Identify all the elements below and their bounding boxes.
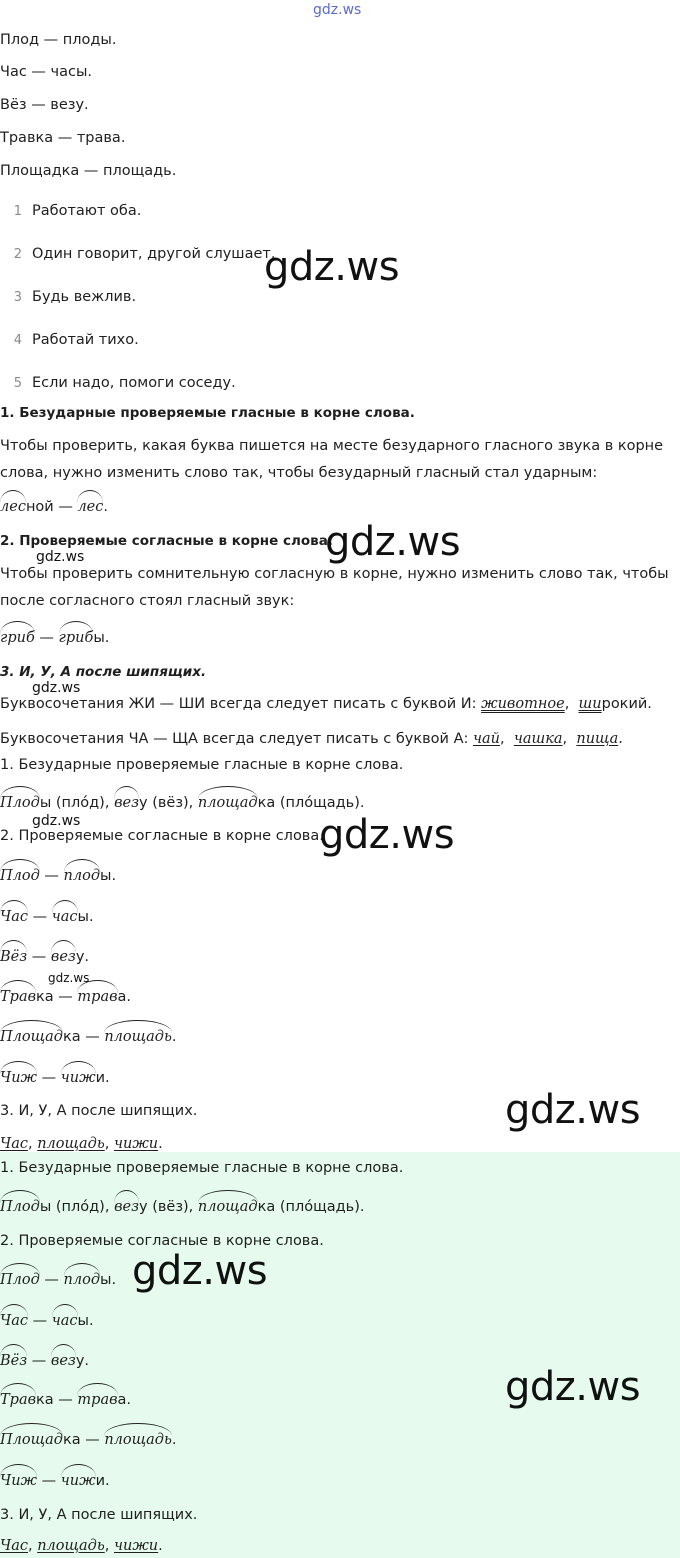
word-root: вез [114,1199,139,1215]
word-root: гриб [58,630,94,646]
word-root: Трав [0,989,37,1005]
list-text: Один говорит, другой слушает. [32,246,276,262]
word-rest: у (вёз), [139,795,198,811]
watermark: gdz.ws [48,971,90,985]
rule-paragraph-3b: Буквосочетания ЧА — ЩА всегда следует писать с буквой А: чай, чашка, пища. [0,731,623,747]
list-text: Будь вежлив. [32,289,137,305]
word-rest: ка [36,1392,54,1408]
word-rest: и. [95,1473,110,1489]
rule-paragraph-1: Чтобы проверить, какая буква пишется на месте безударного гласного звука в корне слова, нужно изменить слово так, чтобы безударный гласный стал ударным: [0,438,664,481]
rule-heading-3: 3. И, У, А после шипящих. [0,664,207,680]
rule-text: Буквосочетания ЖИ — ШИ всегда следует писать с буквой И: [0,696,482,712]
word-root: лес [77,499,104,515]
dash: — [58,499,73,515]
list-item [0,244,275,265]
word-rest: ка [62,1029,81,1045]
word-rest: у (вёз), [139,1199,198,1215]
watermark: gdz.ws [319,812,455,858]
dash: — [39,630,54,646]
word-root: Плод [0,868,40,884]
watermark: gdz.ws [325,519,461,565]
word-root: час [51,909,78,925]
word-ending: ы. [93,630,110,646]
word-root: Вёз [0,1353,28,1369]
word-root: площадь [104,1029,172,1045]
word-rest: ы. [100,868,117,884]
answer-pair: Плод — плоды. [0,868,117,884]
word-root: плод [63,868,101,884]
answer-heading-2: 2. Проверяемые согласные в корне слова. [0,828,324,844]
word-root: чиж [60,1473,96,1489]
word-rest: ка [62,1432,81,1448]
word-root: лес [0,499,26,515]
word-rest: и. [95,1070,110,1086]
watermark-top: gdz.ws [313,2,362,18]
separator: , [104,1136,114,1152]
word-root: вез [50,1353,76,1369]
word-rest: ы. [77,1313,94,1329]
watermark: gdz.ws [132,1248,268,1294]
example-word: чижи [113,1538,159,1554]
word-rest: у. [75,1353,90,1369]
word-ending: ной [25,499,54,515]
terminator: . [158,1136,163,1152]
word-root: Площад [0,1432,63,1448]
watermark: gdz.ws [505,1087,641,1133]
list-item [0,330,139,351]
separator: , [27,1136,38,1152]
example-word: Час [0,1538,28,1554]
word-root: Плод [0,795,40,811]
word-root: площадь [104,1432,172,1448]
word-rest: ка (плóщадь). [257,795,365,811]
list-number: 5 [13,376,22,391]
root-text: гриб [0,630,35,646]
word-root: Плод [0,1272,40,1288]
word-root: Чиж [0,1070,38,1086]
rule-example-2 [0,628,109,648]
example-word: площадь [37,1136,105,1152]
word-rest: . [171,1029,177,1045]
word-root: трав [77,1392,118,1408]
example-word: Час [0,1136,28,1152]
answer-pair: Чиж — чижи. [0,1473,110,1489]
list-number: 1 [13,204,22,219]
word-rest: а. [117,989,132,1005]
answer-row-1-repeat [0,1197,364,1217]
answer-pair: Чиж — чижи. [0,1070,110,1086]
word-root: плод [63,1272,101,1288]
example-word: чашка [513,731,563,747]
answer-pair: Плод — плоды. [0,1272,117,1288]
example-word-rest: рокий. [601,696,652,712]
answer-row-3 [0,1134,163,1154]
word-root: Час [0,1313,28,1329]
word-rest: ы. [77,909,94,925]
word-rest: ы (плóд), [39,1199,115,1215]
answer-row-1 [0,793,364,813]
word-root: Час [0,909,28,925]
list-item [0,287,136,308]
answer-pair: Вёз — везу. [0,949,90,965]
answer-pair: Площадка — площадь. [0,1029,177,1045]
word-rest: ы. [100,1272,117,1288]
example-word: чай [472,731,500,747]
word-root: час [51,1313,78,1329]
terminator: . [158,1538,163,1554]
word-root: Трав [0,1392,37,1408]
word-rest: ка (плóщадь). [257,1199,365,1215]
intro-pair: Травка — трава. [0,130,126,146]
rule-heading-1: 1. Безударные проверяемые гласные в корне слова. [0,405,415,421]
intro-pair: Площадка — площадь. [0,163,177,179]
example-word: площадь [37,1538,105,1554]
word-root: Чиж [0,1473,38,1489]
example-word: пища [576,731,619,747]
answer-pair: Час — часы. [0,1313,94,1329]
answer-pair: Травка — трава. [0,989,132,1005]
rule-text: Буквосочетания ЧА — ЩА всегда следует писать с буквой А: [0,731,473,747]
answer-pair: Вёз — везу. [0,1353,90,1369]
answer-pair: Площадка — площадь. [0,1432,177,1448]
answer-heading-3-repeat: 3. И, У, А после шипящих. [0,1507,198,1523]
answer-heading-3: 3. И, У, А после шипящих. [0,1103,198,1119]
word-rest: у. [75,949,90,965]
intro-pair: Вёз — везу. [0,97,89,113]
answer-heading-1-repeat: 1. Безударные проверяемые гласные в корне слова. [0,1160,404,1176]
list-text: Работают оба. [32,203,142,219]
list-item [0,201,141,222]
word-root: вез [114,795,139,811]
answer-pair: Час — часы. [0,909,94,925]
answer-row-3-repeat [0,1536,163,1556]
intro-pair: Час — часы. [0,64,92,80]
example-word: чижи [113,1136,159,1152]
list-text: Работай тихо. [32,332,139,348]
watermark: gdz.ws [32,680,81,696]
word-root: площад [197,795,258,811]
word-root: площад [197,1199,258,1215]
answer-pair: Травка — трава. [0,1392,132,1408]
word-root: трав [77,989,118,1005]
intro-pair: Плод — плоды. [0,32,117,48]
word-root: Площад [0,1029,63,1045]
word-root: чиж [60,1070,96,1086]
rule-example-1 [0,497,108,517]
list-number: 3 [13,290,22,305]
word-rest: . [171,1432,177,1448]
rule-paragraph-2: Чтобы проверить сомнительную согласную в корне, нужно изменить слово так, чтобы после согласного стоял гласный звук: [0,566,669,609]
word-root [0,628,35,648]
word-root: Вёз [0,949,28,965]
word-root: вез [50,949,76,965]
word-ending: . [103,499,108,515]
word-root: Плод [0,1199,40,1215]
list-number: 4 [13,333,22,348]
word-rest: ы (плóд), [39,795,115,811]
list-item [0,373,236,394]
rule-heading-2: 2. Проверяемые согласные в корне слова. [0,533,333,549]
example-word: животное [481,696,565,712]
list-number: 2 [13,247,22,262]
separator: , [104,1538,114,1554]
watermark: gdz.ws [505,1364,641,1410]
example-word-part: ши [578,696,602,712]
watermark: gdz.ws [264,244,400,290]
word-rest: а. [117,1392,132,1408]
word-rest: ка [36,989,54,1005]
rule-paragraph-3a: Буквосочетания ЖИ — ШИ всегда следует писать с буквой И: животное, широкий. [0,696,652,712]
watermark: gdz.ws [36,549,85,565]
list-text: Если надо, помоги соседу. [32,375,236,391]
answer-heading-1: 1. Безударные проверяемые гласные в корне слова. [0,757,404,773]
separator: , [27,1538,38,1554]
answer-heading-2-repeat: 2. Проверяемые согласные в корне слова. [0,1233,324,1249]
watermark: gdz.ws [32,813,81,829]
